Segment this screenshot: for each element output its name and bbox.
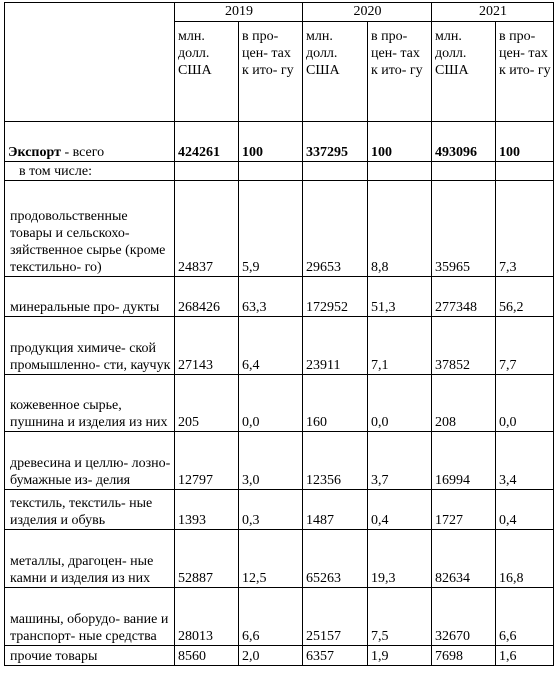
row-label: продукция химиче- ской промышленно- сти, каучук [5,317,175,375]
row-label: текстиль, текстиль- ные изделия и обувь [5,490,175,530]
row-value: 12,5 [239,530,303,588]
empty-cell [496,162,554,181]
total-2021-abs: 493096 [432,122,496,162]
row-value: 1487 [303,490,368,530]
row-value: 208 [432,375,496,432]
unit-abs-2020: млн. долл. США [303,22,368,122]
row-value: 82634 [432,530,496,588]
row-label: древесина и целлю- лозно-бумажные из- делия [5,432,175,490]
row-value: 24837 [175,181,239,277]
unit-pct-2019: в про- цен- тах к ито- гу [239,22,303,122]
row-value: 56,2 [496,277,554,317]
empty-cell [239,162,303,181]
table-row [5,277,554,317]
row-value: 2,0 [239,646,303,666]
year-header-row [5,3,554,22]
row-value: 5,9 [239,181,303,277]
row-value: 7,3 [496,181,554,277]
subheading-row [5,162,554,181]
row-value: 0,0 [368,375,432,432]
row-value: 7,7 [496,317,554,375]
row-value: 8,8 [368,181,432,277]
row-value: 6357 [303,646,368,666]
row-value: 1,9 [368,646,432,666]
row-value: 51,3 [368,277,432,317]
row-value: 0,0 [239,375,303,432]
table-row [5,375,554,432]
table-row [5,317,554,375]
total-2019-pct: 100 [239,122,303,162]
total-label-rest: - всего [60,145,105,160]
row-label: прочие товары [5,646,175,666]
total-label [5,122,175,162]
row-value: 7,1 [368,317,432,375]
row-value: 16994 [432,432,496,490]
row-value: 12356 [303,432,368,490]
row-value: 52887 [175,530,239,588]
row-value: 37852 [432,317,496,375]
row-value: 7,5 [368,588,432,646]
row-value: 277348 [432,277,496,317]
row-value: 0,3 [239,490,303,530]
row-value: 0,4 [496,490,554,530]
row-value: 28013 [175,588,239,646]
total-2020-abs: 337295 [303,122,368,162]
row-value: 3,4 [496,432,554,490]
row-value: 3,0 [239,432,303,490]
table-row [5,588,554,646]
year-2019-header: 2019 [175,3,303,22]
row-value: 8560 [175,646,239,666]
unit-pct-2021: в про- цен- тах к ито- гу [496,22,554,122]
total-2020-pct: 100 [368,122,432,162]
row-value: 65263 [303,530,368,588]
total-label-bold: Экспорт [8,145,61,160]
row-value: 19,3 [368,530,432,588]
total-export-row [5,122,554,162]
unit-pct-2020: в про- цен- тах к ито- гу [368,22,432,122]
row-value: 25157 [303,588,368,646]
row-value: 6,6 [496,588,554,646]
row-value: 35965 [432,181,496,277]
row-value: 172952 [303,277,368,317]
row-label: продовольственные товары и сельскохо- зяйственное сырье (кроме текстильно- го) [5,181,175,277]
table-row [5,530,554,588]
row-value: 268426 [175,277,239,317]
row-value: 6,6 [239,588,303,646]
unit-abs-2019: млн. долл. США [175,22,239,122]
row-value: 205 [175,375,239,432]
row-label: минеральные про- дукты [5,277,175,317]
empty-cell [175,162,239,181]
row-value: 23911 [303,317,368,375]
unit-abs-2021: млн. долл. США [432,22,496,122]
corner-cell [5,3,175,122]
table-row [5,181,554,277]
row-value: 29653 [303,181,368,277]
table-row [5,432,554,490]
table-row [5,490,554,530]
total-2021-pct: 100 [496,122,554,162]
row-value: 0,4 [368,490,432,530]
row-value: 6,4 [239,317,303,375]
row-value: 7698 [432,646,496,666]
year-2020-header: 2020 [303,3,432,22]
row-value: 160 [303,375,368,432]
row-value: 12797 [175,432,239,490]
empty-cell [432,162,496,181]
row-value: 1727 [432,490,496,530]
subheading-label: в том числе: [5,162,175,181]
row-value: 63,3 [239,277,303,317]
row-value: 0,0 [496,375,554,432]
export-structure-table [4,2,554,666]
row-label: машины, оборудо- вание и транспорт- ные средства [5,588,175,646]
row-value: 1,6 [496,646,554,666]
row-value: 32670 [432,588,496,646]
total-2019-abs: 424261 [175,122,239,162]
row-label: кожевенное сырье, пушнина и изделия из них [5,375,175,432]
row-value: 3,7 [368,432,432,490]
table-row [5,646,554,666]
row-value: 1393 [175,490,239,530]
row-value: 16,8 [496,530,554,588]
empty-cell [303,162,368,181]
row-value: 27143 [175,317,239,375]
row-label: металлы, драгоцен- ные камни и изделия из них [5,530,175,588]
empty-cell [368,162,432,181]
year-2021-header: 2021 [432,3,554,22]
